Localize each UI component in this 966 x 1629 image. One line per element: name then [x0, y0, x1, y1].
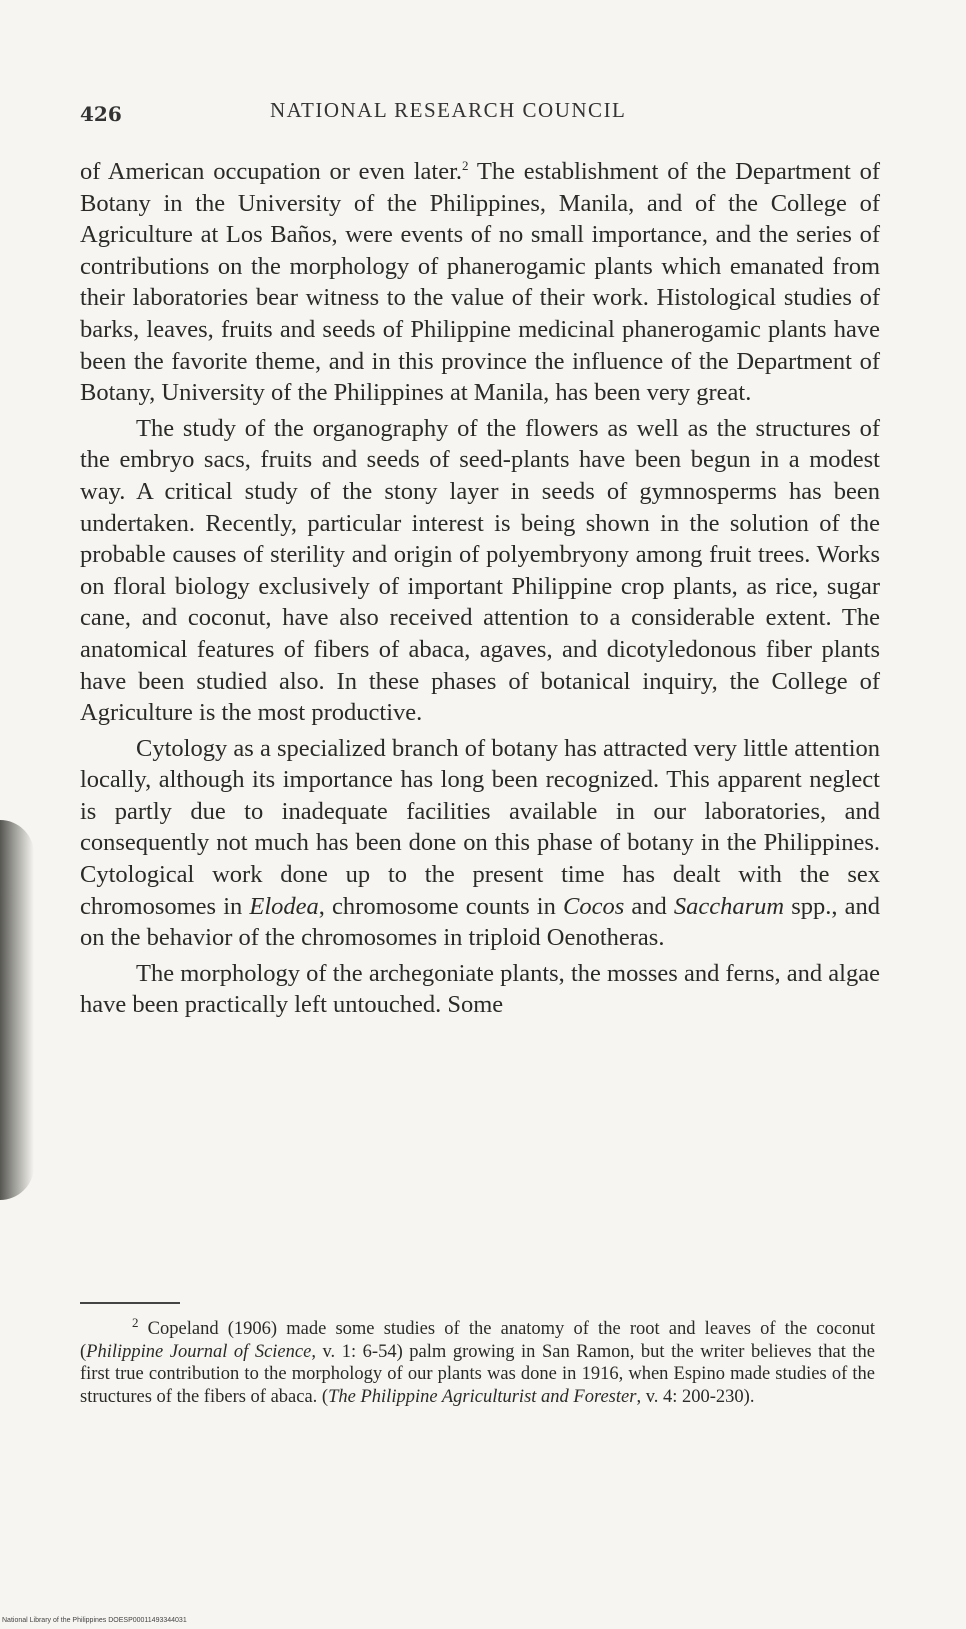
paragraph-1-rest: The establishment of the Department of Botany in the University of the Philippines, Manila, and of the College of Agriculture at Los Baños, were events of no small importance, and the series of contributions on the morphology of phanerogamic plants which emanated from their laboratories bear witness to the value of their work. Histological studies of barks, leaves, fruits and seeds of Philippine medicinal phanerogamic plants have been the favorite theme, and in this province the influence of the Department of Botany, University of the Philippines at Manila, has been very great. [80, 158, 880, 407]
paragraph-4: The morphology of the archegoniate plants, the mosses and ferns, and algae have been practically left untouched. Some [80, 959, 880, 1019]
body-text [80, 156, 880, 1021]
footnote-mark: 2 [132, 1314, 139, 1330]
footnote-rule [80, 1302, 180, 1304]
taxon-elodea: Elodea [249, 892, 319, 920]
paragraph-3-part-c: and [624, 892, 674, 920]
paragraph-1 [80, 156, 880, 409]
paragraph-2: The study of the organography of the flowers as well as the structures of the embryo sacs, fruits and seeds of seed-plants have been begun in a modest way. A critical study of the stony layer in seeds of gymnosperms has been undertaken. Recently, particular interest is being shown in the solution of the probable causes of sterility and origin of polyembryony among fruit trees. Works on floral biology exclusively of important Philippine crop plants, as rice, sugar cane, and coconut, have also received attention to a considerable extent. The anatomical features of fibers of abaca, agaves, and dicotyledonous fiber plants have been studied also. In these phases of botanical inquiry, the College of Agriculture is the most productive. [80, 414, 880, 727]
page-number: 426 [80, 102, 122, 126]
taxon-saccharum: Saccharum [673, 892, 785, 920]
paragraph-3-part-b: , chromosome counts in [318, 892, 563, 920]
paragraph-3 [80, 733, 880, 954]
paragraph-3-part-d: spp., and on the behavior of the chromosomes in triploid Oenotheras. [80, 892, 880, 952]
scan-footer: National Library of the Philippines DOESP00011493344031 [2, 1617, 187, 1624]
journal-title-1: Philippine Journal of Science [86, 1341, 312, 1362]
journal-title-2: The Philippine Agriculturist and Forester [328, 1386, 637, 1407]
footnote-reference: 2 [462, 157, 469, 173]
footnote [80, 1314, 875, 1408]
running-title: NATIONAL RESEARCH COUNCIL [270, 98, 627, 122]
paragraph-1-start: of American occupation or even later. [80, 158, 463, 185]
taxon-cocos: Cocos [562, 892, 625, 920]
footnote-part-c: , v. 4: 200-230). [636, 1386, 755, 1407]
page-header [80, 98, 880, 138]
footnote-part-a: Copeland (1906) made some studies of the anatomy of the root and leaves of the coconut ( [80, 1319, 875, 1362]
page-edge-shadow [0, 820, 34, 1200]
paragraph-3-part-a: Cytology as a specialized branch of botany has attracted very little attention locally, although its importance has long been recognized. This apparent neglect is partly due to inadequate facilities available in our laboratories, and consequently not much has been done on this phase of botany in the Philippines. Cytological work done up to the present time has dealt with the sex chromosomes in [80, 734, 880, 920]
footnote-part-b: , v. 1: 6-54) palm growing in San Ramon, but the writer believes that the first true contribution to the morphology of our plants was done in 1916, when Espino made studies of the structures of the fibers of abaca. ( [80, 1341, 875, 1407]
